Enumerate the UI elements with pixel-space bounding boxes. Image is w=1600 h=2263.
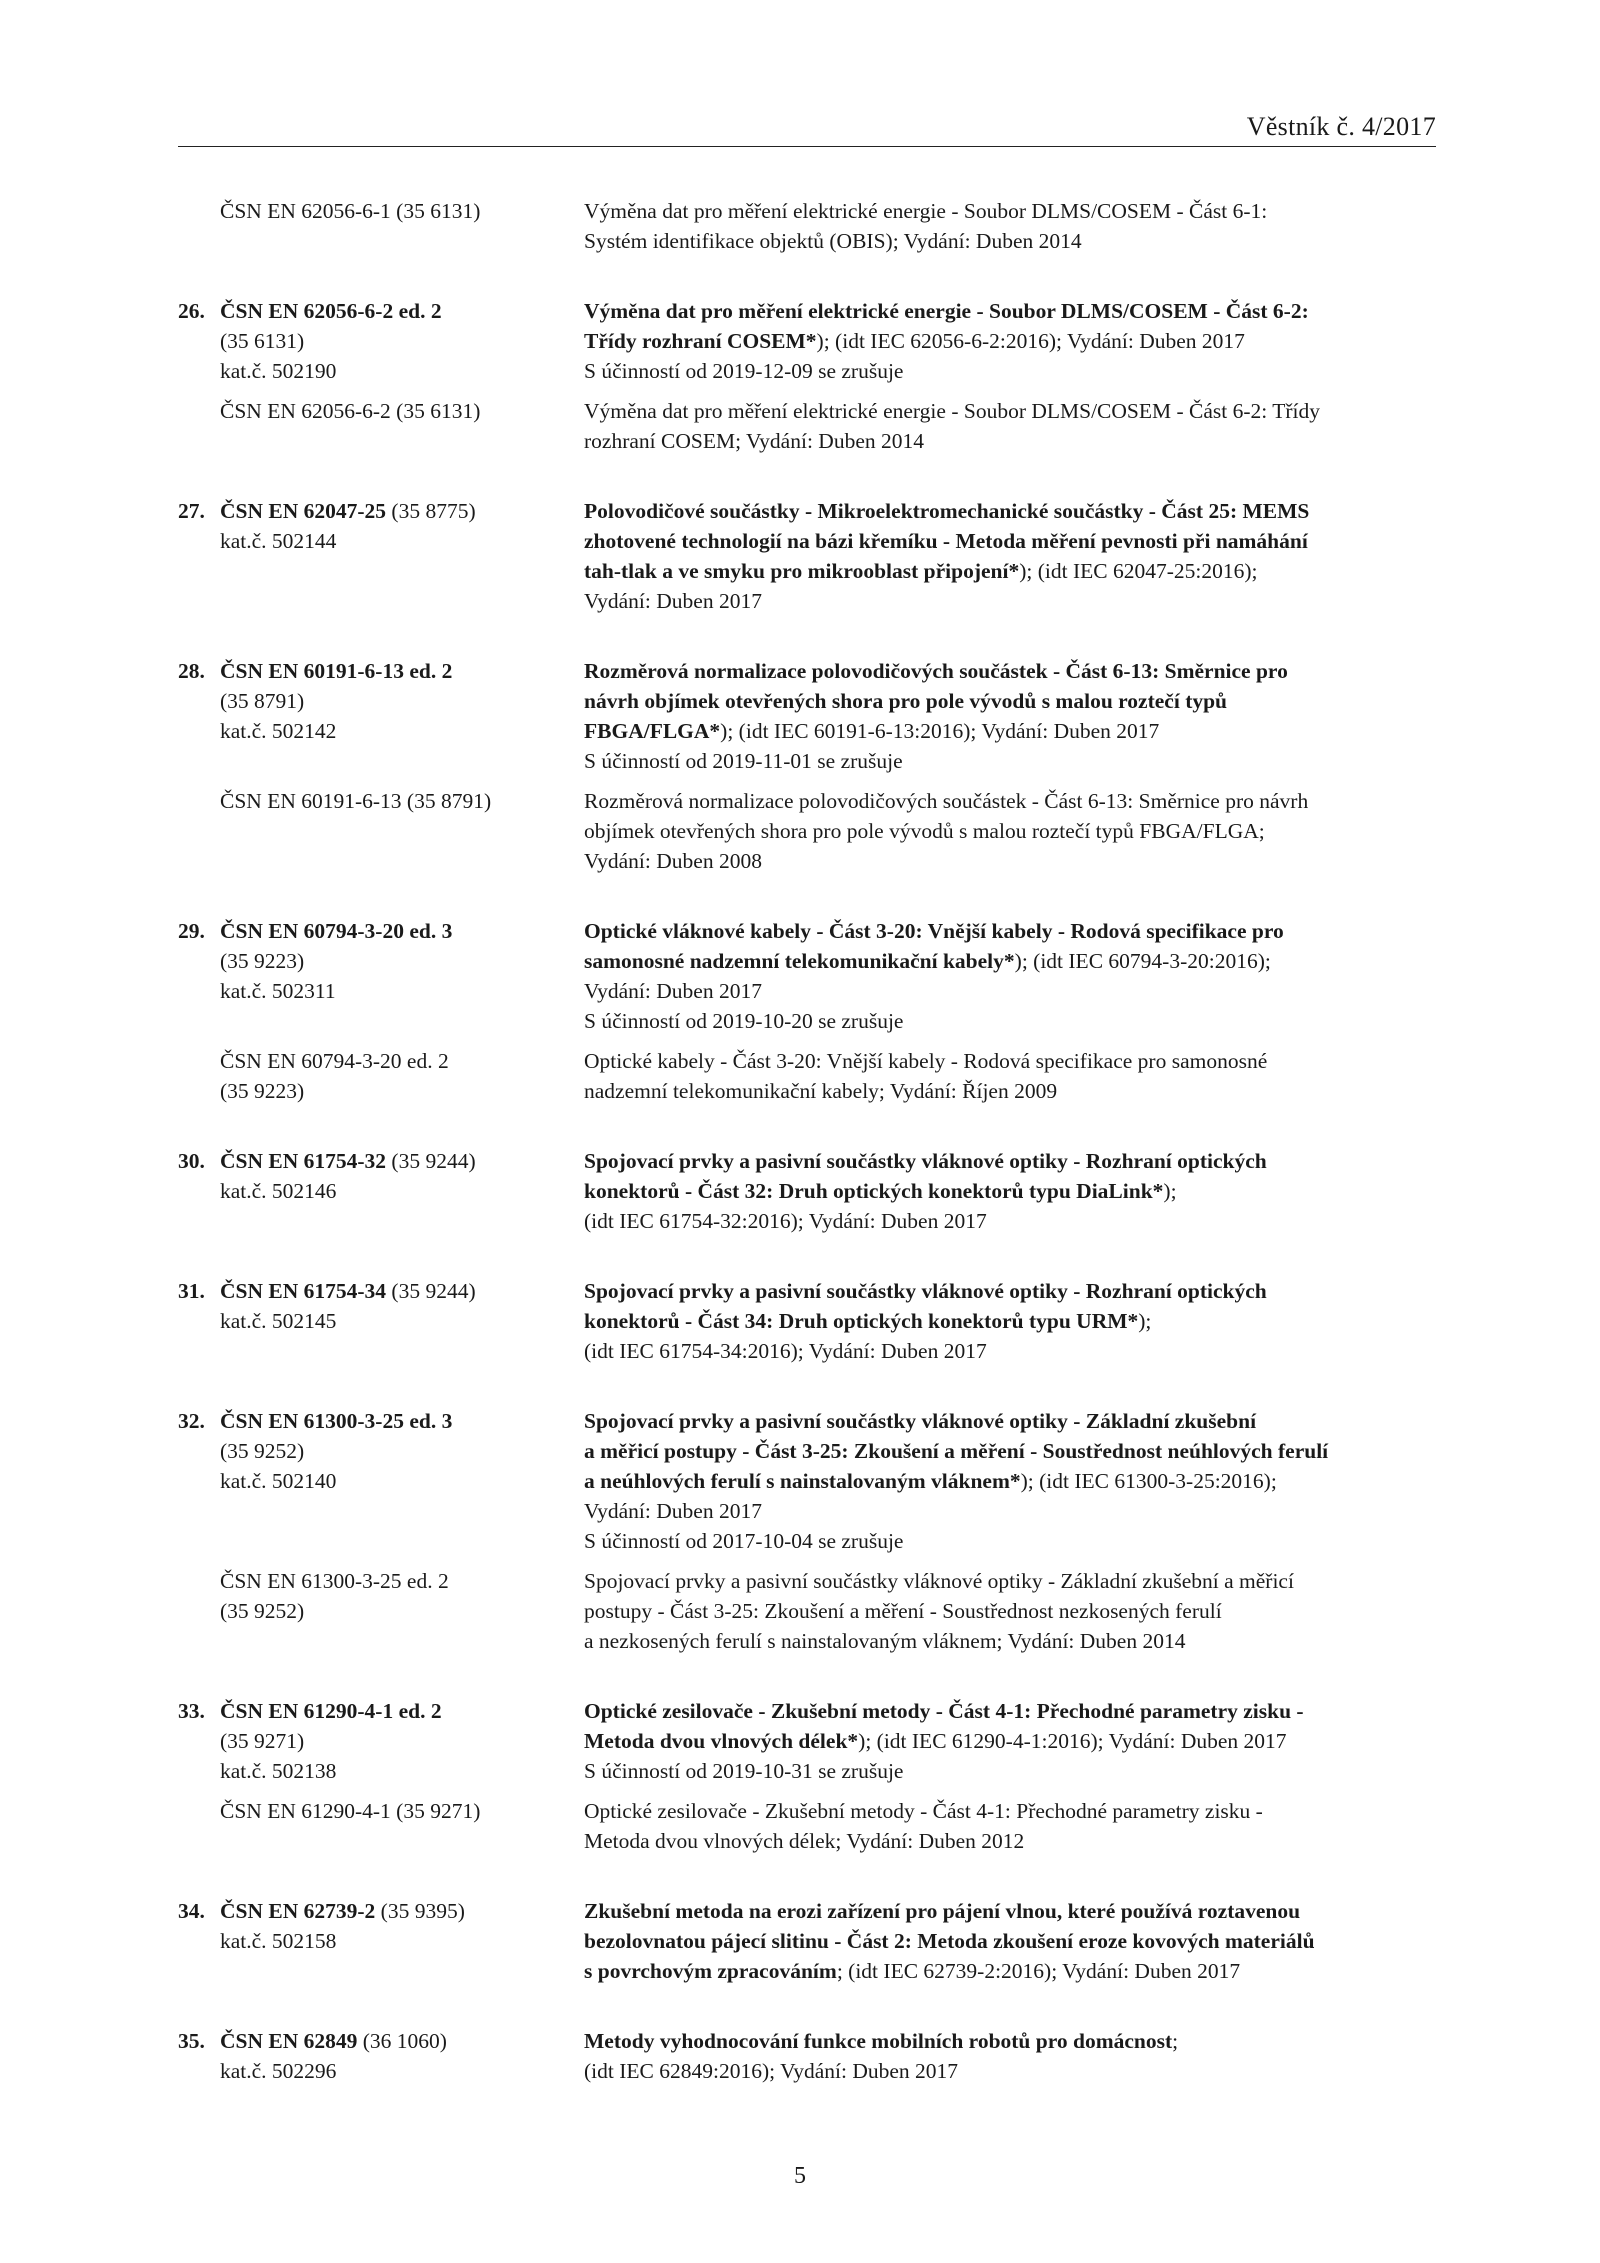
list-item [178,1696,1438,1856]
effective-note: S účinností od 2019-10-31 se zrušuje [584,1759,904,1783]
standard-title: Metody vyhodnocování funkce mobilních robotů pro domácnost [584,2029,1173,2053]
list-item [178,2026,1438,2086]
old-standard-code: ČSN EN 60191-6-13 (35 8791) [220,789,492,813]
effective-note: S účinností od 2017-10-04 se zrušuje [584,1529,904,1553]
old-standard-code: ČSN EN 61300-3-25 ed. 2 [220,1569,449,1593]
catalog-number: kat.č. 502144 [220,529,337,553]
standard-title: Spojovací prvky a pasivní součástky vláknové optiky - Základní zkušební [584,1409,1257,1433]
page-number: 5 [794,2163,806,2189]
standard-title: Spojovací prvky a pasivní součástky vláknové optiky - Rozhraní optických [584,1149,1267,1173]
list-item-continuation [178,196,1438,256]
classification: (35 9395) [375,1899,465,1923]
effective-note: S účinností od 2019-11-01 se zrušuje [584,749,903,773]
standard-ref: (idt IEC 62849:2016); Vydání: Duben 2017 [584,2059,959,2083]
entry-number: 35. [178,2029,205,2053]
list-item [178,656,1438,876]
standard-ref: ); (idt IEC 62056-6-2:2016); Vydání: Duben 2017 [816,329,1245,353]
standard-ref: ); (idt IEC 60794-3-20:2016); [1014,949,1271,973]
standard-title: bezolovnatou pájecí slitinu - Část 2: Metoda zkoušení eroze kovových materiálů [584,1929,1315,1953]
standard-title: konektorů - Část 32: Druh optických konektorů typu DiaLink* [584,1179,1164,1203]
standard-code: ČSN EN 62056-6-2 ed. 2 [220,299,442,323]
old-standard-code: ČSN EN 62056-6-2 (35 6131) [220,399,481,423]
old-standard-desc: Optické zesilovače - Zkušební metody - Část 4-1: Přechodné parametry zisku - [584,1799,1263,1823]
list-item [178,296,1438,456]
standard-title: Optické vláknové kabely - Část 3-20: Vnější kabely - Rodová specifikace pro [584,919,1284,943]
standard-title: FBGA/FLGA* [584,719,721,743]
standard-code: ČSN EN 60794-3-20 ed. 3 [220,919,453,943]
classification: (35 9244) [386,1279,476,1303]
old-standard-desc: a nezkosených ferulí s nainstalovaným vláknem; Vydání: Duben 2014 [584,1629,1186,1653]
old-classification: (35 9252) [220,1599,305,1623]
classification: (35 8791) [220,689,305,713]
effective-note: S účinností od 2019-12-09 se zrušuje [584,359,904,383]
standard-title: a měřicí postupy - Část 3-25: Zkoušení a měření - Soustřednost neúhlových ferulí [584,1439,1329,1463]
old-standard-desc: Spojovací prvky a pasivní součástky vláknové optiky - Základní zkušební a měřicí [584,1569,1294,1593]
issue-date: Vydání: Duben 2017 [584,979,762,1003]
standard-ref: ); [1138,1309,1152,1333]
standard-title: a neúhlových ferulí s nainstalovaným vláknem* [584,1469,1021,1493]
classification: (35 9244) [386,1149,476,1173]
entry-number: 30. [178,1149,205,1173]
classification: (35 9223) [220,949,305,973]
standard-ref: ); [1163,1179,1177,1203]
standard-title: Metoda dvou vlnových délek* [584,1729,859,1753]
entry-number: 27. [178,499,205,523]
old-standard-desc: Výměna dat pro měření elektrické energie - Soubor DLMS/COSEM - Část 6-2: Třídy [584,399,1321,423]
catalog-number: kat.č. 502146 [220,1179,337,1203]
old-standard-code: ČSN EN 61290-4-1 (35 9271) [220,1799,481,1823]
entry-number: 32. [178,1409,205,1433]
standard-title: s povrchovým zpracováním [584,1959,837,1983]
list-item [178,916,1438,1106]
catalog-number: kat.č. 502311 [220,979,336,1003]
standard-ref: ); (idt IEC 62047-25:2016); [1019,559,1258,583]
entry-number: 34. [178,1899,205,1923]
standard-ref: ; (idt IEC 62739-2:2016); Vydání: Duben 2017 [836,1959,1241,1983]
standard-ref: (idt IEC 61754-32:2016); Vydání: Duben 2017 [584,1209,987,1233]
issue-date: Vydání: Duben 2017 [584,589,762,613]
standard-title: Výměna dat pro měření elektrické energie - Soubor DLMS/COSEM - Část 6-2: [584,299,1309,323]
standard-title: Polovodičové součástky - Mikroelektromechanické součástky - Část 25: MEMS [584,499,1310,523]
standard-title: Rozměrová normalizace polovodičových součástek - Část 6-13: Směrnice pro [584,659,1288,683]
old-standard-desc: Rozměrová normalizace polovodičových součástek - Část 6-13: Směrnice pro návrh [584,789,1309,813]
standard-title: Optické zesilovače - Zkušební metody - Část 4-1: Přechodné parametry zisku - [584,1699,1304,1723]
list-item [178,496,1438,616]
standard-code: ČSN EN 62739-2 [220,1899,376,1923]
standard-title: Zkušební metoda na erozi zařízení pro pájení vlnou, které používá roztavenou [584,1899,1301,1923]
standard-title: Spojovací prvky a pasivní součástky vláknové optiky - Rozhraní optických [584,1279,1267,1303]
journal-title: Věstník č. 4/2017 [1246,112,1436,141]
standard-code: ČSN EN 61754-34 [220,1279,387,1303]
standard-title: zhotovené technologií na bázi křemíku - Metoda měření pevnosti při namáhání [584,529,1308,553]
standard-code: ČSN EN 62047-25 [220,499,387,523]
standard-title: samonosné nadzemní telekomunikační kabely* [584,949,1015,973]
old-standard-desc: rozhraní COSEM; Vydání: Duben 2014 [584,429,924,453]
standard-code: ČSN EN 62849 [220,2029,358,2053]
old-standard-desc: postupy - Část 3-25: Zkoušení a měření - Soustřednost nezkosených ferulí [584,1599,1222,1623]
standard-title: konektorů - Část 34: Druh optických konektorů typu URM* [584,1309,1139,1333]
old-standard-code: ČSN EN 60794-3-20 ed. 2 [220,1049,449,1073]
classification: (35 9252) [220,1439,305,1463]
classification: (35 6131) [220,329,305,353]
entry-number: 33. [178,1699,205,1723]
standard-ref: ; [1172,2029,1179,2053]
standard-code: ČSN EN 61290-4-1 ed. 2 [220,1699,442,1723]
list-item [178,1896,1438,1986]
issue-date: Vydání: Duben 2017 [584,1499,762,1523]
list-item [178,1276,1438,1366]
list-item [178,1406,1438,1656]
catalog-number: kat.č. 502158 [220,1929,337,1953]
catalog-number: kat.č. 502140 [220,1469,337,1493]
standard-code: ČSN EN 60191-6-13 ed. 2 [220,659,453,683]
old-standard-desc: Vydání: Duben 2008 [584,849,762,873]
classification: (35 8775) [386,499,476,523]
standard-ref: ); (idt IEC 60191-6-13:2016); Vydání: Duben 2017 [720,719,1160,743]
old-standard-desc: nadzemní telekomunikační kabely; Vydání: Říjen 2009 [584,1079,1058,1103]
catalog-number: kat.č. 502190 [220,359,337,383]
old-standard-desc: Výměna dat pro měření elektrické energie - Soubor DLMS/COSEM - Část 6-1: [584,199,1268,223]
entry-number: 26. [178,299,205,323]
standard-code: ČSN EN 61300-3-25 ed. 3 [220,1409,453,1433]
classification: (35 9271) [220,1729,305,1753]
catalog-number: kat.č. 502142 [220,719,337,743]
old-standard-desc: objímek otevřených shora pro pole vývodů s malou roztečí typů FBGA/FLGA; [584,819,1265,843]
old-standard-code: ČSN EN 62056-6-1 (35 6131) [220,199,481,223]
entry-number: 31. [178,1279,205,1303]
old-standard-desc: Optické kabely - Část 3-20: Vnější kabely - Rodová specifikace pro samonosné [584,1049,1268,1073]
effective-note: S účinností od 2019-10-20 se zrušuje [584,1009,904,1033]
catalog-number: kat.č. 502145 [220,1309,337,1333]
catalog-number: kat.č. 502138 [220,1759,337,1783]
standard-ref: ); (idt IEC 61300-3-25:2016); [1020,1469,1277,1493]
old-classification: (35 9223) [220,1079,305,1103]
old-standard-desc: Systém identifikace objektů (OBIS); Vydání: Duben 2014 [584,229,1082,253]
standard-title: návrh objímek otevřených shora pro pole vývodů s malou roztečí typů [584,689,1228,713]
list-item [178,1146,1438,1236]
entry-number: 29. [178,919,205,943]
standard-title: tah-tlak a ve smyku pro mikrooblast připojení* [584,559,1020,583]
page-header [178,112,1436,147]
standard-ref: ); (idt IEC 61290-4-1:2016); Vydání: Duben 2017 [858,1729,1287,1753]
standard-ref: (idt IEC 61754-34:2016); Vydání: Duben 2017 [584,1339,987,1363]
classification: (36 1060) [357,2029,447,2053]
entry-number: 28. [178,659,205,683]
old-standard-desc: Metoda dvou vlnových délek; Vydání: Duben 2012 [584,1829,1025,1853]
catalog-number: kat.č. 502296 [220,2059,337,2083]
standard-title: Třídy rozhraní COSEM* [584,329,817,353]
standards-list [178,196,1438,2126]
standard-code: ČSN EN 61754-32 [220,1149,387,1173]
